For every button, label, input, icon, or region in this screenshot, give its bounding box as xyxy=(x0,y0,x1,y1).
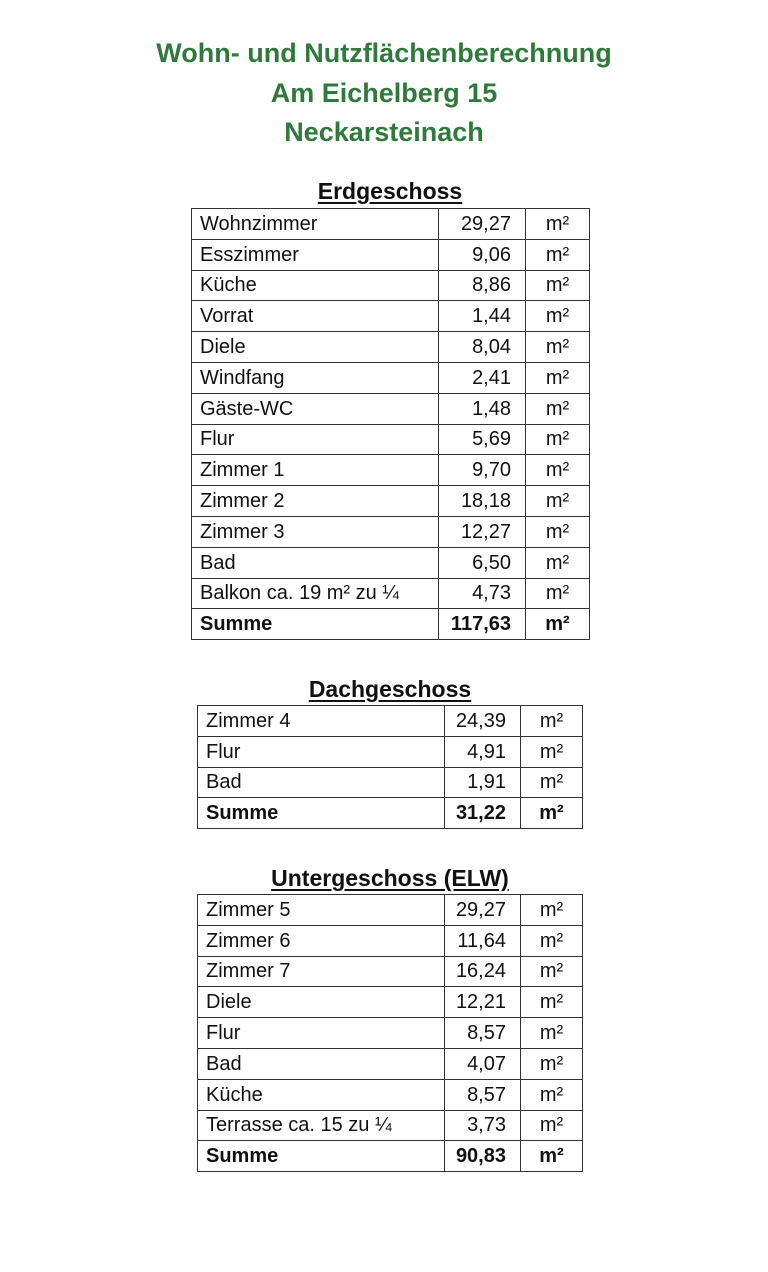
table-row xyxy=(192,547,590,578)
area-unit: m² xyxy=(521,987,583,1018)
table-dachgeschoss xyxy=(197,705,583,829)
table-row xyxy=(192,424,590,455)
table-row xyxy=(192,332,590,363)
room-name: Vorrat xyxy=(192,301,439,332)
area-unit: m² xyxy=(526,455,590,486)
document-title: Wohn- und Nutzflächenberechnung xyxy=(156,38,612,68)
section-heading-dachgeschoss: Dachgeschoss xyxy=(308,676,472,702)
room-name: Zimmer 4 xyxy=(198,706,445,737)
sum-row xyxy=(192,609,590,640)
table-row xyxy=(198,925,583,956)
area-unit: m² xyxy=(526,424,590,455)
sum-label: Summe xyxy=(198,798,445,829)
area-unit: m² xyxy=(526,578,590,609)
room-name: Balkon ca. 19 m² zu ¼ xyxy=(192,578,439,609)
table-row xyxy=(192,239,590,270)
sum-row xyxy=(198,798,583,829)
room-name: Küche xyxy=(192,270,439,301)
table-row xyxy=(192,362,590,393)
area-unit: m² xyxy=(521,706,583,737)
room-area: 6,50 xyxy=(439,547,526,578)
table-row xyxy=(198,1079,583,1110)
table-row xyxy=(198,987,583,1018)
room-name: Gäste-WC xyxy=(192,393,439,424)
table-row xyxy=(198,956,583,987)
room-area: 9,70 xyxy=(439,455,526,486)
room-name: Bad xyxy=(198,767,445,798)
table-row xyxy=(198,736,583,767)
room-area: 1,44 xyxy=(439,301,526,332)
table-row xyxy=(192,393,590,424)
room-area: 1,48 xyxy=(439,393,526,424)
document-address: Am Eichelberg 15 xyxy=(270,78,498,108)
room-area: 4,91 xyxy=(445,736,521,767)
area-unit: m² xyxy=(526,209,590,240)
table-row xyxy=(192,486,590,517)
area-unit: m² xyxy=(526,332,590,363)
room-name: Zimmer 3 xyxy=(192,516,439,547)
room-area: 9,06 xyxy=(439,239,526,270)
table-untergeschoss xyxy=(197,894,583,1172)
room-name: Zimmer 2 xyxy=(192,486,439,517)
table-row xyxy=(198,1110,583,1141)
table-erdgeschoss xyxy=(191,208,590,640)
room-name: Windfang xyxy=(192,362,439,393)
sum-label: Summe xyxy=(192,609,439,640)
room-area: 5,69 xyxy=(439,424,526,455)
room-area: 8,57 xyxy=(445,1079,521,1110)
area-unit: m² xyxy=(526,270,590,301)
area-unit: m² xyxy=(526,362,590,393)
table-row xyxy=(198,767,583,798)
area-unit: m² xyxy=(521,956,583,987)
area-unit: m² xyxy=(526,486,590,517)
sum-label: Summe xyxy=(198,1141,445,1172)
section-heading-erdgeschoss: Erdgeschoss xyxy=(317,178,463,204)
area-unit: m² xyxy=(526,393,590,424)
room-area: 2,41 xyxy=(439,362,526,393)
area-unit: m² xyxy=(521,895,583,926)
area-unit: m² xyxy=(521,767,583,798)
sum-unit: m² xyxy=(526,609,590,640)
area-unit: m² xyxy=(521,1018,583,1049)
room-area: 8,04 xyxy=(439,332,526,363)
room-area: 29,27 xyxy=(445,895,521,926)
table-row xyxy=(198,1048,583,1079)
sum-value: 90,83 xyxy=(445,1141,521,1172)
area-unit: m² xyxy=(526,547,590,578)
area-unit: m² xyxy=(526,239,590,270)
room-area: 8,57 xyxy=(445,1018,521,1049)
table-row xyxy=(192,578,590,609)
room-name: Diele xyxy=(198,987,445,1018)
table-row xyxy=(192,270,590,301)
room-name: Bad xyxy=(198,1048,445,1079)
area-unit: m² xyxy=(521,736,583,767)
room-name: Bad xyxy=(192,547,439,578)
area-unit: m² xyxy=(526,301,590,332)
room-name: Diele xyxy=(192,332,439,363)
table-row xyxy=(198,895,583,926)
sum-value: 117,63 xyxy=(439,609,526,640)
table-row xyxy=(192,455,590,486)
room-name: Flur xyxy=(198,1018,445,1049)
room-area: 18,18 xyxy=(439,486,526,517)
area-unit: m² xyxy=(521,1048,583,1079)
room-area: 3,73 xyxy=(445,1110,521,1141)
table-row xyxy=(192,209,590,240)
room-area: 12,21 xyxy=(445,987,521,1018)
room-name: Zimmer 5 xyxy=(198,895,445,926)
area-unit: m² xyxy=(521,1079,583,1110)
sum-unit: m² xyxy=(521,798,583,829)
area-unit: m² xyxy=(526,516,590,547)
section-heading-untergeschoss: Untergeschoss (ELW) xyxy=(271,865,509,891)
room-area: 11,64 xyxy=(445,925,521,956)
room-name: Wohnzimmer xyxy=(192,209,439,240)
room-name: Küche xyxy=(198,1079,445,1110)
room-area: 24,39 xyxy=(445,706,521,737)
document-city: Neckarsteinach xyxy=(284,117,484,147)
room-area: 1,91 xyxy=(445,767,521,798)
room-name: Zimmer 6 xyxy=(198,925,445,956)
table-row xyxy=(192,516,590,547)
sum-value: 31,22 xyxy=(445,798,521,829)
room-name: Zimmer 1 xyxy=(192,455,439,486)
room-area: 29,27 xyxy=(439,209,526,240)
room-area: 8,86 xyxy=(439,270,526,301)
room-name: Flur xyxy=(192,424,439,455)
room-area: 4,07 xyxy=(445,1048,521,1079)
room-name: Esszimmer xyxy=(192,239,439,270)
room-area: 4,73 xyxy=(439,578,526,609)
sum-row xyxy=(198,1141,583,1172)
table-row xyxy=(198,1018,583,1049)
room-name: Zimmer 7 xyxy=(198,956,445,987)
room-area: 16,24 xyxy=(445,956,521,987)
room-name: Flur xyxy=(198,736,445,767)
table-row xyxy=(192,301,590,332)
area-unit: m² xyxy=(521,1110,583,1141)
table-row xyxy=(198,706,583,737)
sum-unit: m² xyxy=(521,1141,583,1172)
area-unit: m² xyxy=(521,925,583,956)
room-area: 12,27 xyxy=(439,516,526,547)
room-name: Terrasse ca. 15 zu ¼ xyxy=(198,1110,445,1141)
